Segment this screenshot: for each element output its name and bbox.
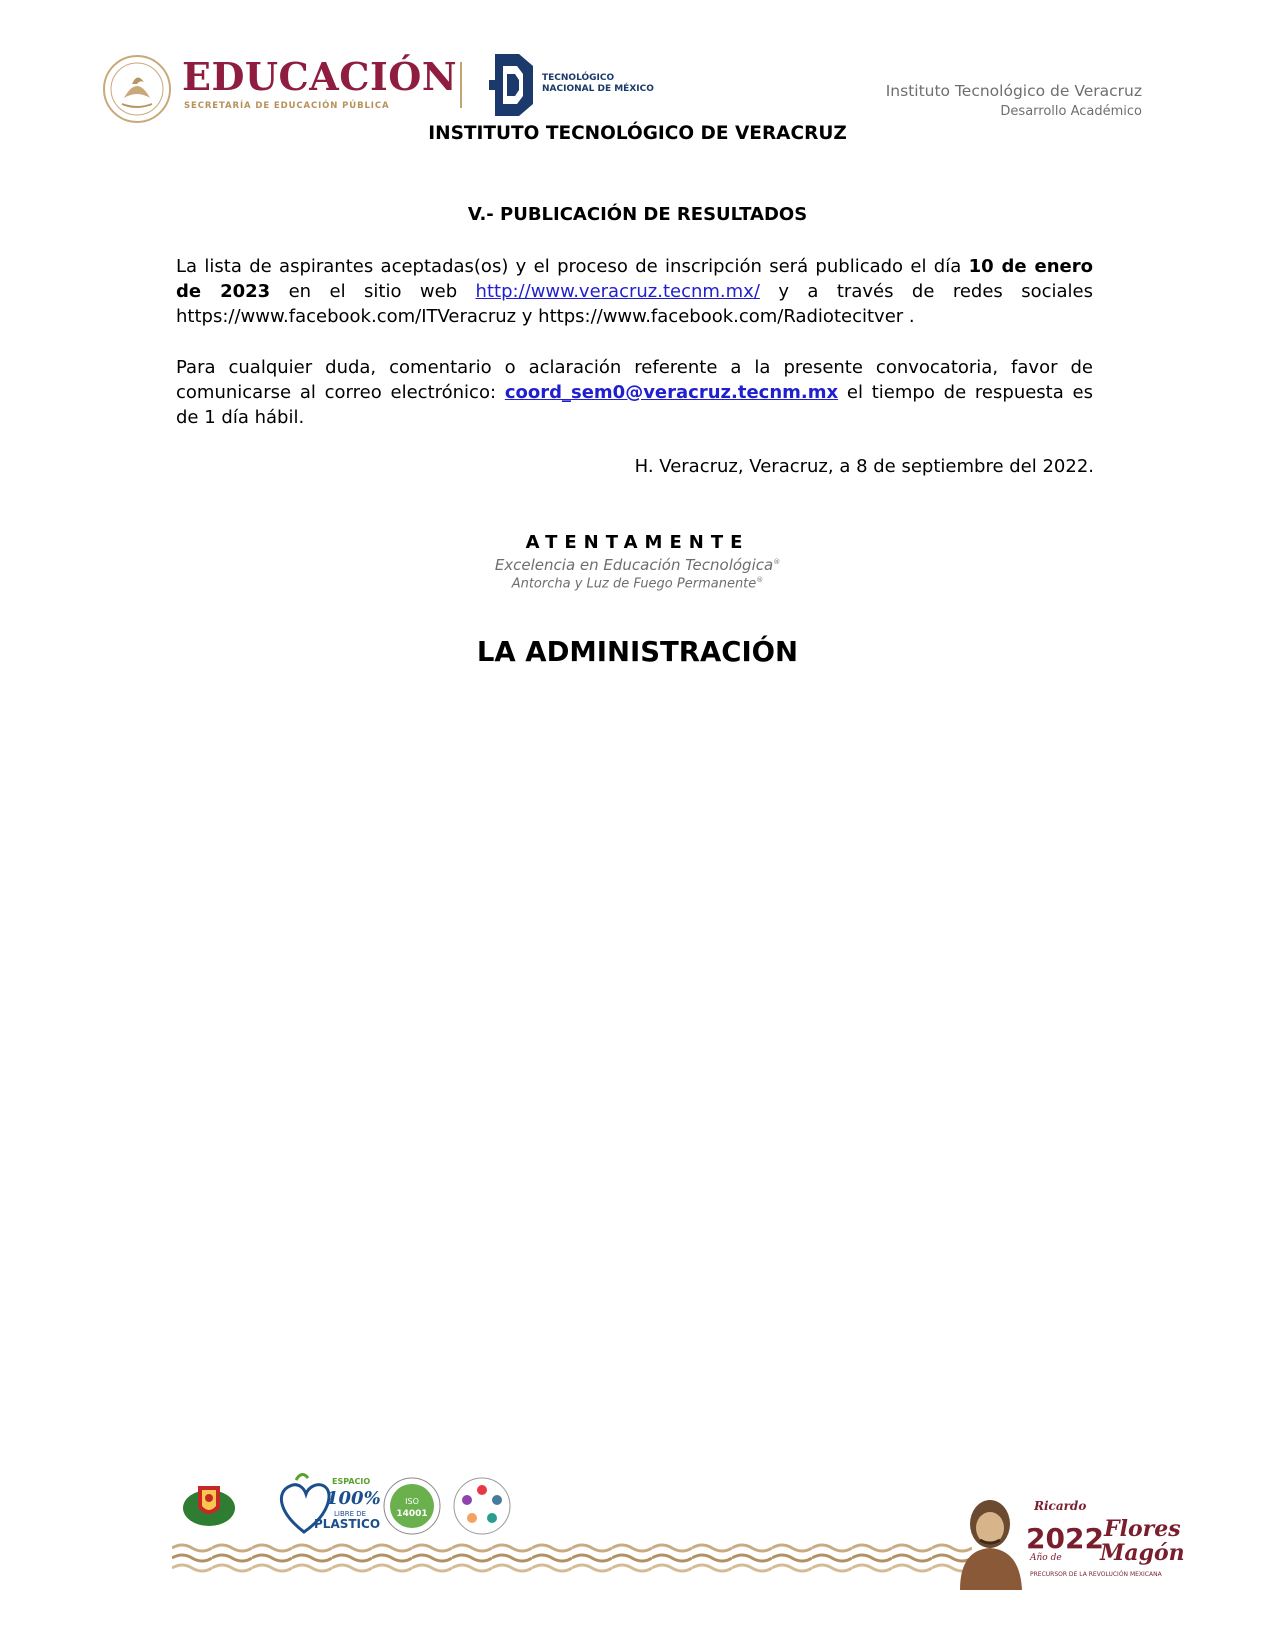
p1-text-3: y a través de redes sociales https://www.facebook.com/ITVeracruz y https://www.facebook.com/Radiotecitver .	[176, 281, 1093, 327]
contact-paragraph	[176, 355, 1093, 430]
closing: ATENTAMENTE	[525, 532, 750, 553]
date-line: H. Veracruz, Veracruz, a 8 de septiembre del 2022.	[634, 456, 1094, 477]
plastic-free-logo	[274, 1470, 381, 1538]
slogan-2-text: Antorcha y Luz de Fuego Permanente	[511, 576, 757, 592]
tecnm-line2: NACIONAL DE MÉXICO	[542, 84, 654, 94]
decorative-pattern	[172, 1540, 972, 1574]
p1-text-1: La lista de aspirantes aceptadas(os) y el proceso de inscripción será publicado el día	[176, 256, 969, 277]
email-link[interactable]: coord_sem0@veracruz.tecnm.mx	[504, 382, 839, 403]
iso-label: ISO	[405, 1497, 419, 1506]
brand-subtitle: SECRETARÍA DE EDUCACIÓN PÚBLICA	[184, 101, 390, 111]
year-sub: Año de	[1030, 1553, 1062, 1563]
plastic-line1: ESPACIO	[332, 1477, 371, 1486]
equality-logo	[452, 1476, 512, 1536]
results-date: 10 de enero de 2023	[176, 256, 1093, 302]
department-name: Desarrollo Académico	[1000, 104, 1142, 119]
plastic-pct: 100%	[326, 1488, 381, 1509]
tecnm-line1: TECNOLÓGICO	[542, 73, 615, 83]
institute-shield-icon	[180, 1478, 238, 1530]
plastic-line3: PLASTICO	[314, 1517, 381, 1531]
year: 2022	[1026, 1522, 1104, 1555]
p2-text-1: Para cualquier duda, comentario o aclaración referente a la presente convocatoria, favor de comunicarse al correo electrónico:	[176, 357, 1093, 403]
iso-number: 14001	[396, 1509, 428, 1519]
tecnm-logo-icon	[489, 52, 535, 118]
website-link[interactable]: http://www.veracruz.tecnm.mx/	[475, 281, 760, 302]
results-paragraph	[176, 254, 1093, 329]
signature: LA ADMINISTRACIÓN	[476, 636, 799, 668]
mexico-seal-icon	[102, 54, 172, 124]
name-line2: Flores	[1104, 1516, 1181, 1542]
name-line3: Magón	[1100, 1540, 1185, 1566]
p2-text-2: el tiempo de respuesta es de 1 día hábil.	[176, 382, 1094, 428]
plastic-line2: LIBRE DE	[334, 1510, 367, 1518]
institution-name: Instituto Tecnológico de Veracruz	[885, 82, 1142, 100]
brand-title: EDUCACIÓN	[182, 54, 458, 99]
tecnm-name	[542, 73, 654, 95]
header-divider	[460, 62, 462, 108]
name-line1: Ricardo	[1034, 1499, 1087, 1513]
slogan-1-text: Excelencia en Educación Tecnológica	[494, 556, 774, 574]
slogan-1	[0, 556, 1275, 574]
registered-mark: ®	[756, 576, 764, 584]
iso-14001-logo	[382, 1476, 442, 1536]
registered-mark: ®	[773, 558, 781, 566]
document-title: INSTITUTO TECNOLÓGICO DE VERACRUZ	[428, 123, 847, 144]
slogan-2	[0, 576, 1275, 591]
section-heading: V.- PUBLICACIÓN DE RESULTADOS	[467, 204, 808, 225]
tagline: PRECURSOR DE LA REVOLUCIÓN MEXICANA	[1030, 1571, 1162, 1578]
flores-magon-logo	[950, 1490, 1185, 1590]
p1-text-2: en el sitio web	[270, 281, 476, 302]
